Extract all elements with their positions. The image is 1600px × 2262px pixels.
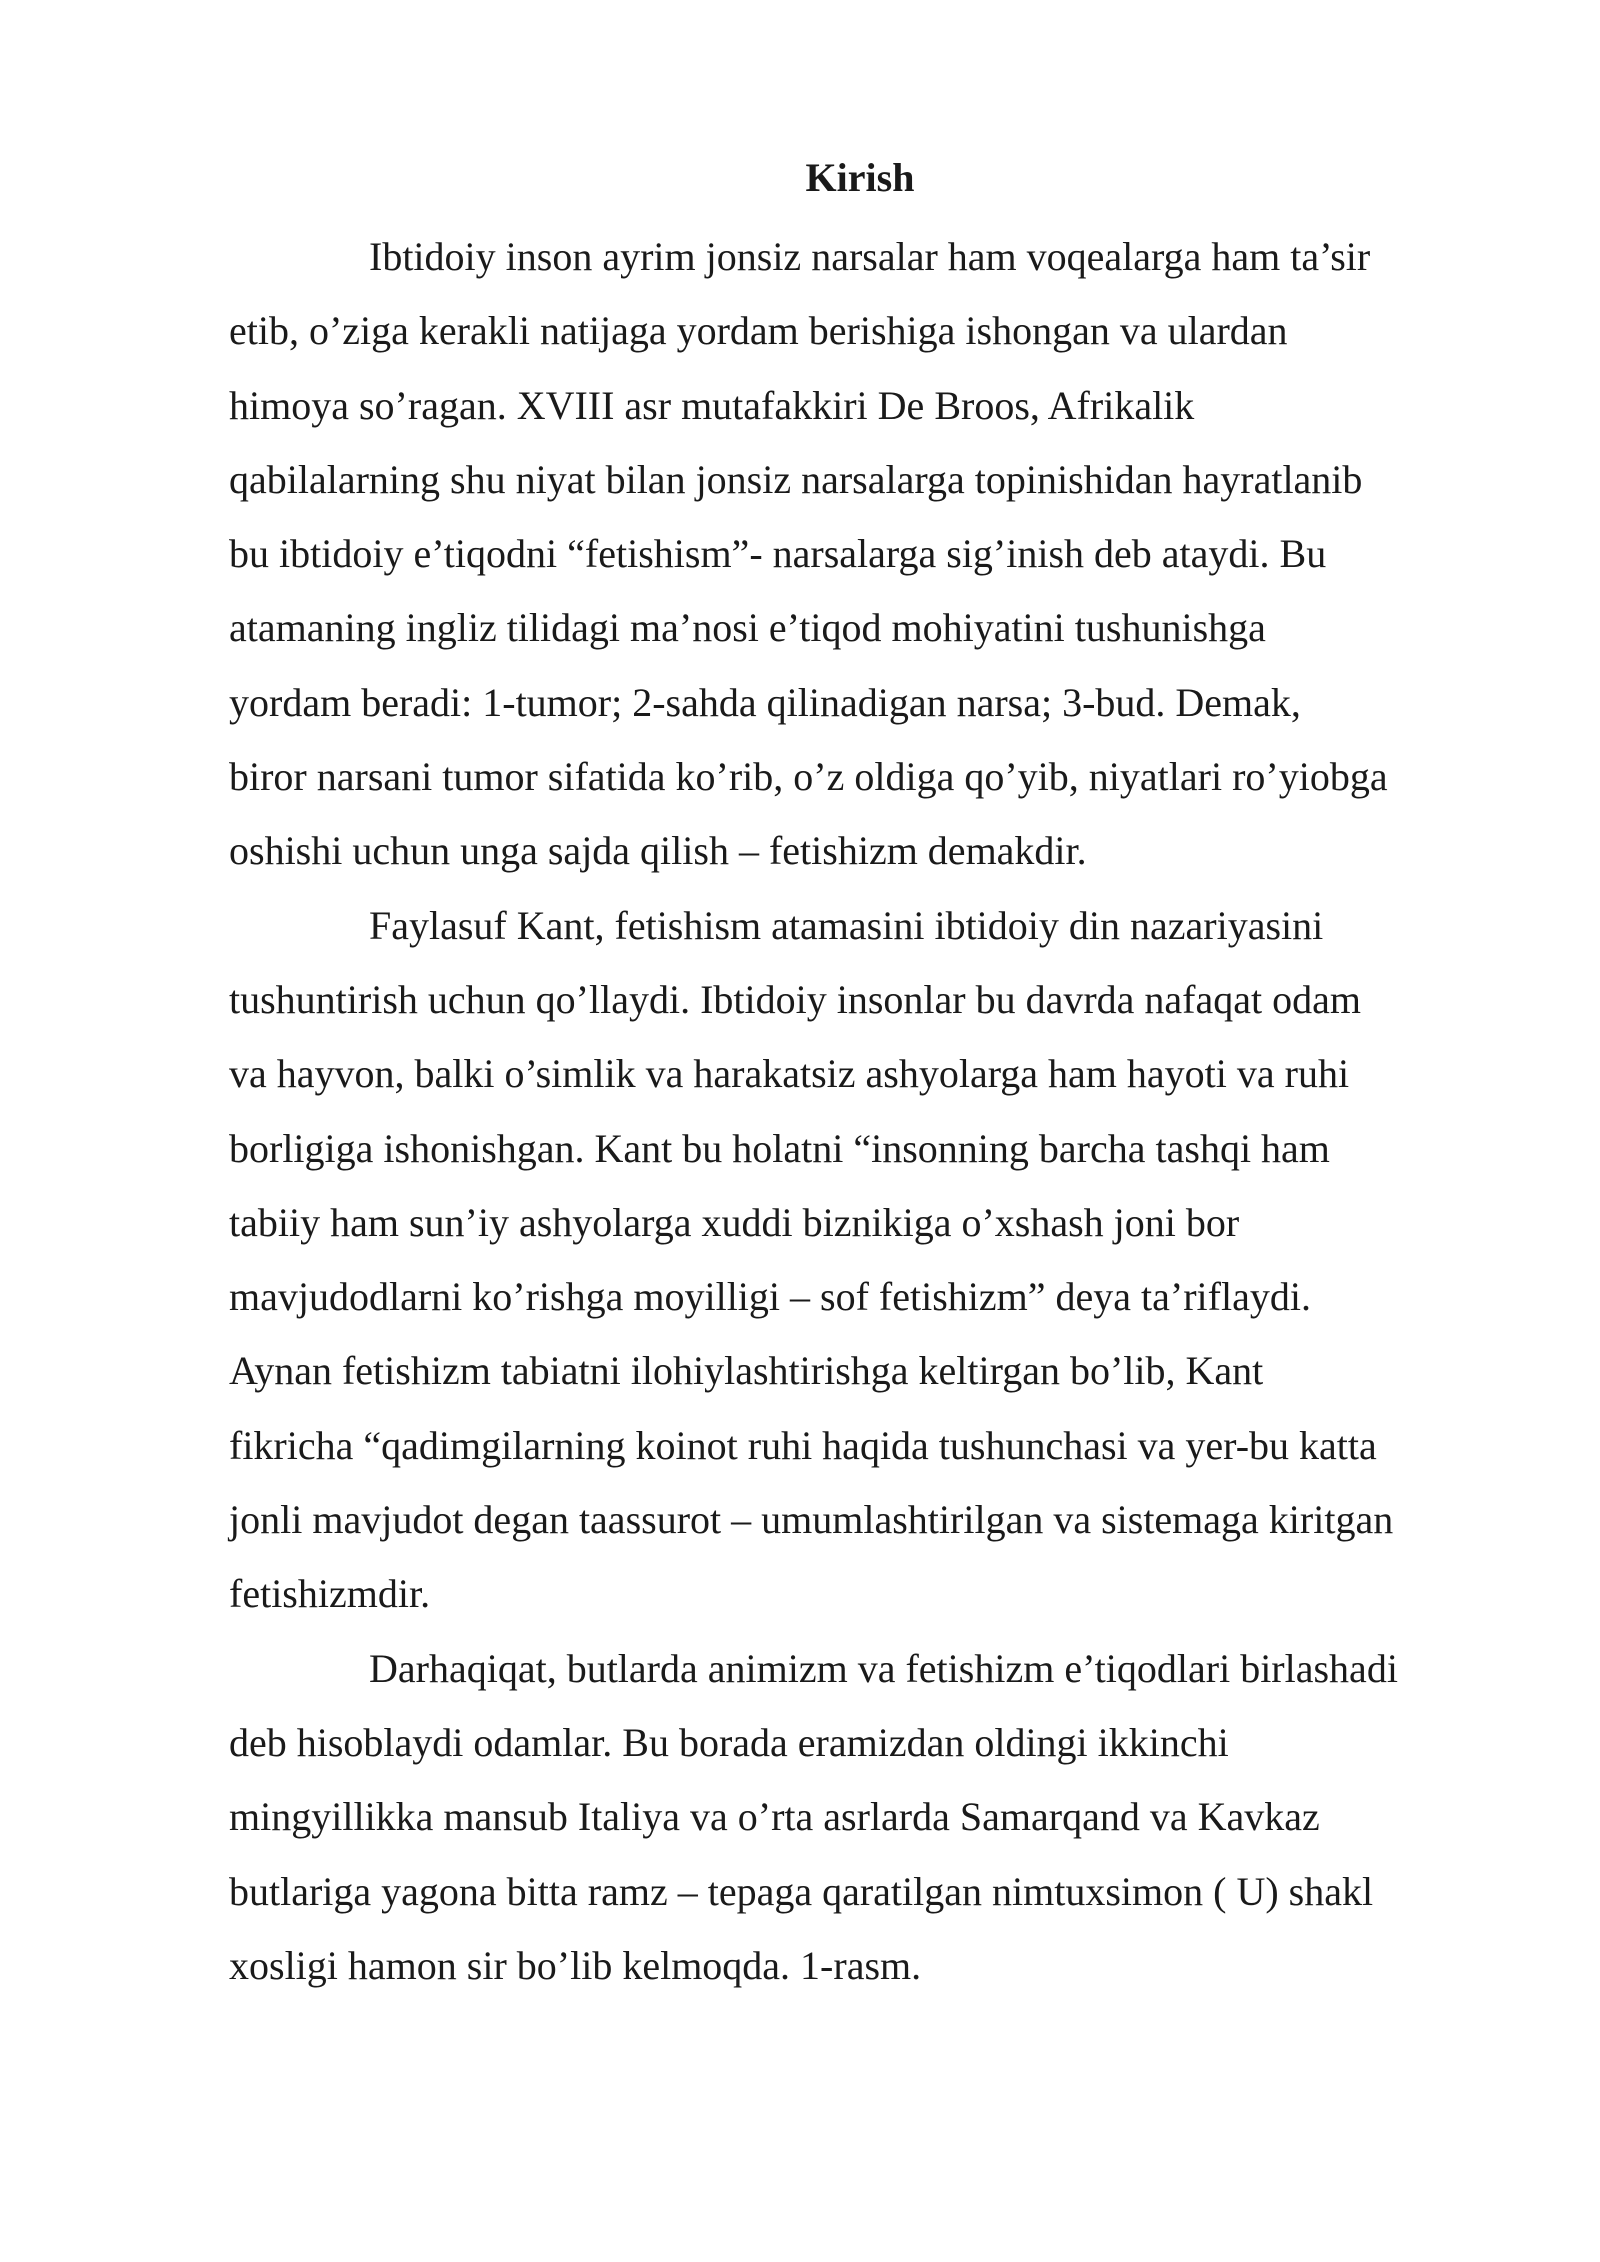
paragraph-1-line-8: biror narsani tumor sifatida ko’rib, o’z oldiga qo’yib, niyatlari ro’yiobga [229,754,1388,800]
paragraph-1-line-1: Ibtidoiy inson ayrim jonsiz narsalar ham voqealarga ham ta’sir [369,234,1371,279]
paragraph-2-line-10: fetishizmdir. [229,1571,431,1617]
paragraph-2-line-2: tushuntirish uchun qo’llaydi. Ibtidoiy insonlar bu davrda nafaqat odam [229,976,1361,1022]
paragraph-1-line-5: bu ibtidoiy e’tiqodni “fetishism”- narsalarga sig’inish deb ataydi. Bu [229,531,1327,577]
paragraph-2-line-8: fikricha “qadimgilarning koinot ruhi haqida tushunchasi va yer-bu katta [229,1422,1377,1468]
paragraph-3-line-5: xosligi hamon sir bo’lib kelmoqda. 1-rasm. [229,1942,922,1988]
paragraph-1-line-7: yordam beradi: 1-tumor; 2-sahda qilinadigan narsa; 3-bud. Demak, [229,679,1301,725]
paragraph-1-line-3: himoya so’ragan. XVIII asr mutafakkiri De Broos, Afrikalik [229,382,1195,428]
paragraph-1-line-2: etib, o’ziga kerakli natijaga yordam berishiga ishongan va ulardan [229,308,1288,354]
paragraph-3-line-3: mingyillikka mansub Italiya va o’rta asrlarda Samarqand va Kavkaz [229,1794,1320,1840]
paragraph-1-line-6: atamaning ingliz tilidagi ma’nosi e’tiqod mohiyatini tushunishga [229,605,1266,651]
paragraph-2-line-7: Aynan fetishizm tabiatni ilohiylashtirishga keltirgan bo’lib, Kant [229,1348,1264,1394]
paragraph-2-line-5: tabiiy ham sun’iy ashyolarga xuddi biznikiga o’xshash joni bor [229,1199,1240,1245]
paragraph-1-line-4: qabilalarning shu niyat bilan jonsiz narsalarga topinishidan hayratlanib [229,456,1363,502]
paragraph-2-line-3: va hayvon, balki o’simlik va harakatsiz ashyolarga ham hayoti va ruhi [229,1051,1350,1097]
page-title: Kirish [805,155,915,200]
paragraph-1-line-9: oshishi uchun unga sajda qilish – fetishizm demakdir. [229,828,1087,874]
paragraph-2-line-1: Faylasuf Kant, fetishism atamasini ibtidoiy din nazariyasini [369,902,1324,948]
paragraph-3-line-1: Darhaqiqat, butlarda animizm va fetishizm e’tiqodlari birlashadi [369,1645,1398,1691]
paragraph-2-line-4: borligiga ishonishgan. Kant bu holatni “insonning barcha tashqi ham [229,1125,1330,1171]
document-body [229,220,1569,2003]
paragraph-3-line-4: butlariga yagona bitta ramz – tepaga qaratilgan nimtuxsimon ( U) shakl [229,1868,1374,1914]
paragraph-3-line-2: deb hisoblaydi odamlar. Bu borada eramizdan oldingi ikkinchi [229,1719,1229,1765]
paragraph-2-line-6: mavjudodlarni ko’rishga moyilligi – sof fetishizm” deya ta’riflaydi. [229,1274,1311,1320]
paragraph-2-line-9: jonli mavjudot degan taassurot – umumlashtirilgan va sistemaga kiritgan [229,1497,1394,1543]
